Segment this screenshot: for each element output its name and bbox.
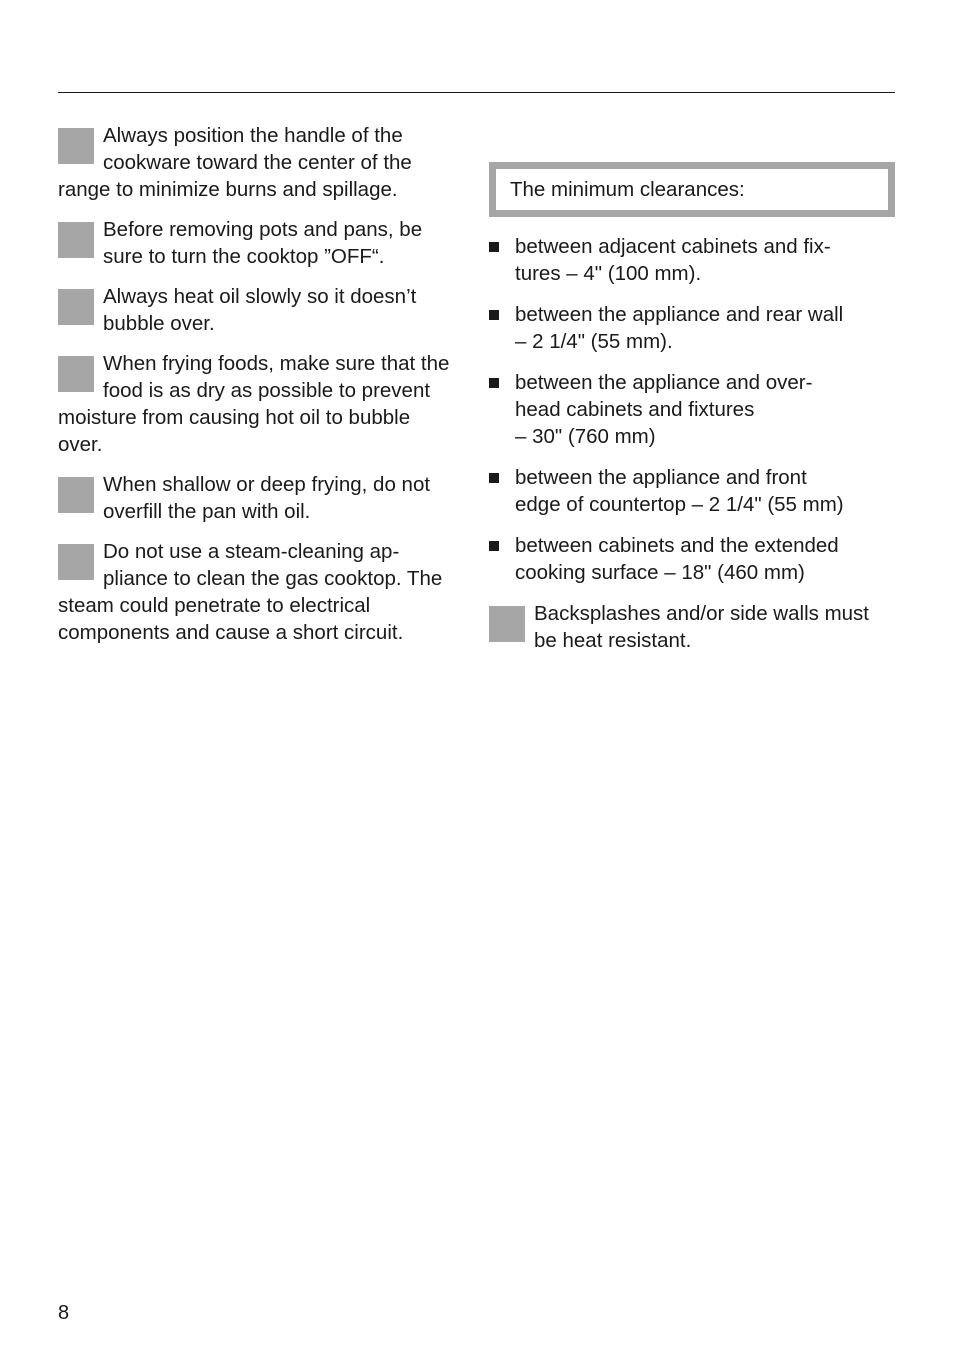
warning-paragraph (58, 283, 458, 337)
list-item-line: edge of countertop – 2 1/4" (55 mm) (515, 493, 844, 516)
list-item-line: between the appliance and over- (515, 371, 813, 394)
warning-text: Always heat oil slowly so it doesn’t bubble over. (103, 285, 417, 335)
top-rule (58, 92, 895, 93)
list-item-line: – 2 1/4" (55 mm). (515, 330, 673, 353)
bullet-square-icon (489, 310, 499, 320)
list-item-line: – 30" (760 mm) (515, 425, 656, 448)
warning-paragraph (58, 471, 458, 525)
list-item (489, 532, 895, 586)
warning-paragraph (58, 216, 458, 270)
warning-text: When shallow or deep frying, do not overfill the pan with oil. (103, 473, 431, 523)
list-item (489, 301, 895, 355)
warning-paragraph (58, 538, 458, 646)
list-item-line: between the appliance and front (515, 466, 807, 489)
warning-paragraph (58, 122, 458, 203)
list-item (489, 233, 895, 287)
list-item-line: between the appliance and rear wall (515, 303, 844, 326)
warning-text: Always position the handle of the cookware toward the center of the range to minimize burns and spillage. (58, 124, 412, 201)
warning-text: Backsplashes and/or side walls must be heat resistant. (534, 602, 869, 652)
list-item-line: between adjacent cabinets and fix- (515, 235, 831, 258)
bullet-square-icon (489, 378, 499, 388)
clearance-list (489, 233, 895, 586)
warning-paragraph (58, 350, 458, 458)
bullet-square-icon (489, 242, 499, 252)
bullet-square-icon (489, 473, 499, 483)
warning-marker-icon (58, 477, 94, 513)
warning-marker-icon (58, 289, 94, 325)
warning-marker-icon (58, 128, 94, 164)
warning-text: When frying foods, make sure that the food is as dry as possible to prevent moisture from causing hot oil to bubble over. (58, 352, 450, 456)
bullet-square-icon (489, 541, 499, 551)
warning-marker-icon (58, 222, 94, 258)
list-item-line: head cabinets and fixtures (515, 398, 755, 421)
right-column (489, 162, 895, 667)
page-number: 8 (58, 1302, 70, 1324)
list-item-line: cooking surface – 18" (460 mm) (515, 561, 805, 584)
warning-marker-icon (58, 544, 94, 580)
warning-marker-icon (58, 356, 94, 392)
list-item (489, 369, 895, 450)
list-item-line: tures – 4" (100 mm). (515, 262, 702, 285)
clearances-heading-box (489, 162, 895, 217)
warning-marker-icon (489, 606, 525, 642)
list-item-line: between cabinets and the extended (515, 534, 839, 557)
warning-paragraph (489, 600, 895, 654)
list-item (489, 464, 895, 518)
clearances-heading: The minimum clearances: (510, 178, 745, 201)
warning-text: Do not use a steam-cleaning ap-pliance to clean the gas cooktop. The steam could penetrate to electrical components and cause a short circuit. (58, 540, 443, 644)
warning-text: Before removing pots and pans, be sure to turn the cooktop ”OFF“. (103, 218, 423, 268)
left-column (58, 122, 458, 659)
